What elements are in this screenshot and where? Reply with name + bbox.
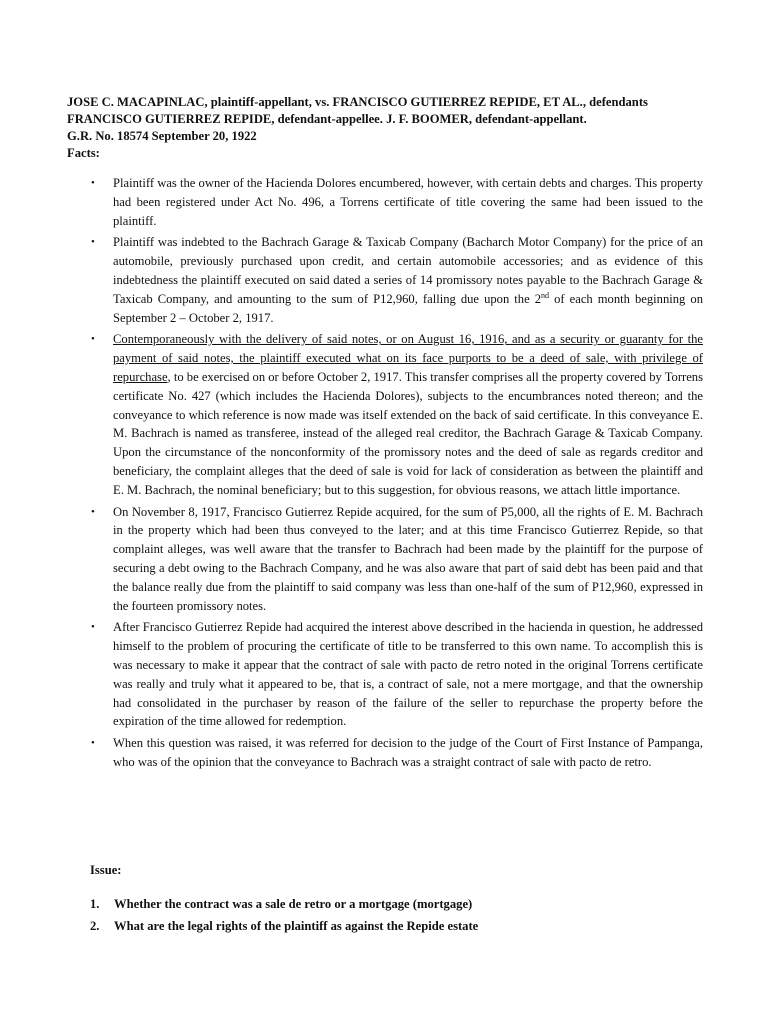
bullet-icon: • (91, 236, 95, 249)
fact-text: , to be exercised on or before October 2, 1917. This transfer comprises all the property covered by Torrens certificate No. 427 (which includes the Hacienda Dolores), subjects to the encumbrances noted thereon; and the conveyance to which reference is now made was itself extended on the back of said certificate. In this conveyance E. M. Bachrach is named as transferee, instead of the alleged real creditor, the Bachrach Garage & Taxicab Company. Upon the circumstance of the nonconformity of the promissory notes and the deed of sale as regards creditor and beneficiary, the complaint alleges that the deed of sale is void for lack of consideration as between the plaintiff and E. M. Bachrach, the nominal beneficiary; but to this suggestion, for obvious reasons, we attach little importance. (113, 369, 704, 497)
bullet-icon: • (91, 333, 95, 346)
fact-item (67, 330, 703, 499)
fact-text: After Francisco Gutierrez Repide had acquired the interest above described in the hacienda in question, he addressed himself to the problem of procuring the certificate of title to be transferred to this own name. To accomplish this is was necessary to make it appear that the contract of sale with pacto de retro noted in the original Torrens certificate was really and truly what it appeared to be, that is, a contract of sale, not a mere mortgage, and that the ownership had consolidated in the purchaser by reason of the failure of the seller to repurchase the property before the expiration of the time allowed for redemption. (113, 620, 703, 729)
facts-heading: Facts: (67, 146, 100, 160)
fact-item (67, 174, 703, 230)
issue-text: Whether the contract was a sale de retro or a mortgage (mortgage) (114, 897, 473, 911)
fact-text: On November 8, 1917, Francisco Gutierrez Repide acquired, for the sum of P5,000, all the rights of E. M. Bachrach in the property which had been thus conveyed to the later; and at this time Francisco Gutierrez Repide, so that complaint alleges, was well aware that the transfer to Bachrach had been made by the plaintiff for the purpose of securing a debt owing to the Bachrach Company, and he was also aware that part of said debt has been paid and that the balance really due from the plaintiff to said company was less than one-half of the sum of P12,960, expressed in the fourteen promissory notes. (113, 504, 703, 613)
fact-item (67, 618, 703, 731)
issue-item (90, 915, 690, 937)
issue-number: 1. (90, 897, 100, 911)
fact-underlined-text: Contemporaneously with the delivery of said notes, or on August 16, 1916, and as a security or guaranty for the payment of said notes, the plaintiff executed what on its face purports to be a deed of sale, with privilege of repurchase (113, 332, 703, 384)
case-header (67, 94, 703, 162)
case-number: G.R. No. 18574 September 20, 1922 (67, 129, 257, 143)
issue-heading: Issue: (90, 863, 122, 877)
fact-text: When this question was raised, it was referred for decision to the judge of the Court of First Instance of Pampanga, who was of the opinion that the conveyance to Bachrach was a straight contract of sale with pacto de retro. (113, 736, 703, 769)
issue-text: What are the legal rights of the plaintiff as against the Repide estate (114, 919, 479, 933)
fact-superscript: nd (541, 290, 550, 300)
case-title: JOSE C. MACAPINLAC, plaintiff-appellant, vs. FRANCISCO GUTIERREZ REPIDE, ET AL., defendants FRANCISCO GUTIERREZ REPIDE, defendant-appellee. J. F. BOOMER, defendant-appellant. (67, 95, 648, 126)
fact-item (67, 734, 703, 772)
issue-number: 2. (90, 919, 100, 933)
bullet-icon: • (91, 177, 95, 189)
bullet-icon: • (91, 737, 95, 750)
bullet-icon: • (91, 505, 95, 518)
bullet-icon: • (91, 621, 95, 634)
issue-item (90, 893, 690, 915)
fact-text-continued: of each month beginning on September 2 – October 2, 1917. (113, 291, 703, 325)
fact-item (67, 233, 703, 327)
issues-list (90, 893, 690, 937)
fact-text: Plaintiff was indebted to the Bachrach Garage & Taxicab Company (Bacharch Motor Company) for the price of an automobile, previously purchased upon credit, and certain automobile accessories; and as evidence of this indebtedness the plaintiff executed on said dated a series of 14 promissory notes payable to the Bachrach Garage & Taxicab Company, and amounting to the sum of P12,960, falling due upon the 2 (113, 235, 703, 306)
facts-list (67, 174, 703, 775)
fact-item (67, 503, 703, 616)
fact-text: Plaintiff was the owner of the Hacienda Dolores encumbered, however, with certain debts and charges. This property had been registered under Act No. 496, a Torrens certificate of title covering the same had been issued to the plaintiff. (113, 176, 703, 228)
